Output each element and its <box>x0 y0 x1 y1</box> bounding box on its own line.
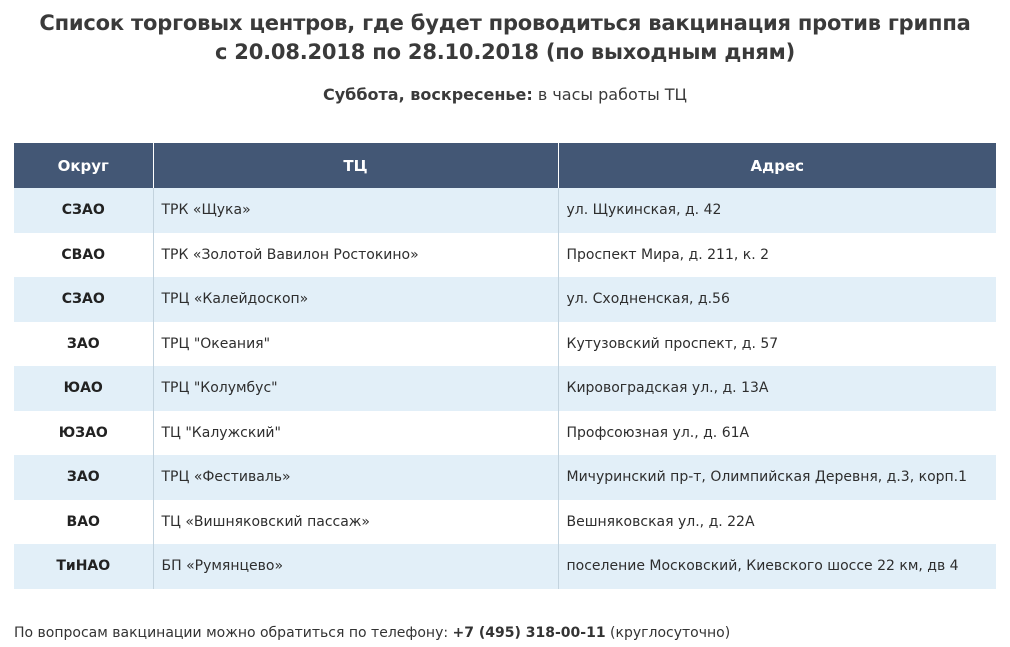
district-cell: СВАО <box>14 233 153 278</box>
district-cell: ЗАО <box>14 455 153 500</box>
address-cell: поселение Московский, Киевского шоссе 22 км, дв 4 <box>558 544 996 589</box>
district-cell: ВАО <box>14 500 153 545</box>
shopping-centers-table <box>14 143 996 589</box>
table-row <box>14 411 996 456</box>
title-line-2: с 20.08.2018 по 28.10.2018 (по выходным дням) <box>214 40 796 64</box>
center-cell: ТРК «Щука» <box>153 188 558 233</box>
footer-text: По вопросам вакцинации можно обратиться по телефону: <box>14 625 453 641</box>
schedule-label: Суббота, воскресенье: <box>323 85 533 104</box>
page-title <box>0 9 1010 67</box>
district-cell: ТиНАО <box>14 544 153 589</box>
address-cell: Кировоградская ул., д. 13А <box>558 366 996 411</box>
table-header-row <box>14 143 996 188</box>
center-cell: ТРЦ "Колумбус" <box>153 366 558 411</box>
table-row <box>14 322 996 367</box>
table-row <box>14 455 996 500</box>
center-cell: БП «Румянцево» <box>153 544 558 589</box>
address-cell: Проспект Мира, д. 211, к. 2 <box>558 233 996 278</box>
phone-number: +7 (495) 318-00-11 <box>452 625 606 641</box>
district-cell: ЮЗАО <box>14 411 153 456</box>
district-cell: ЗАО <box>14 322 153 367</box>
district-cell: СЗАО <box>14 277 153 322</box>
table-row <box>14 277 996 322</box>
schedule-value: в часы работы ТЦ <box>532 85 687 104</box>
address-cell: Мичуринский пр-т, Олимпийская Деревня, д.3, корп.1 <box>558 455 996 500</box>
center-cell: ТЦ "Калужский" <box>153 411 558 456</box>
column-header-district: Округ <box>14 143 153 188</box>
center-cell: ТРЦ «Фестиваль» <box>153 455 558 500</box>
address-cell: Профсоюзная ул., д. 61А <box>558 411 996 456</box>
table-row <box>14 233 996 278</box>
address-cell: Вешняковская ул., д. 22А <box>558 500 996 545</box>
table-row <box>14 366 996 411</box>
footer-note: (круглосуточно) <box>605 625 731 641</box>
address-cell: ул. Щукинская, д. 42 <box>558 188 996 233</box>
table-row <box>14 500 996 545</box>
column-header-address: Адрес <box>558 143 996 188</box>
district-cell: ЮАО <box>14 366 153 411</box>
center-cell: ТРЦ "Океания" <box>153 322 558 367</box>
address-cell: ул. Сходненская, д.56 <box>558 277 996 322</box>
column-header-center: ТЦ <box>153 143 558 188</box>
address-cell: Кутузовский проспект, д. 57 <box>558 322 996 367</box>
center-cell: ТЦ «Вишняковский пассаж» <box>153 500 558 545</box>
center-cell: ТРК «Золотой Вавилон Ростокино» <box>153 233 558 278</box>
district-cell: СЗАО <box>14 188 153 233</box>
center-cell: ТРЦ «Калейдоскоп» <box>153 277 558 322</box>
table-row <box>14 188 996 233</box>
schedule-line <box>0 84 1010 106</box>
contact-footer <box>14 623 730 643</box>
table-row <box>14 544 996 589</box>
title-line-1: Список торговых центров, где будет проводиться вакцинация против гриппа <box>39 11 971 35</box>
